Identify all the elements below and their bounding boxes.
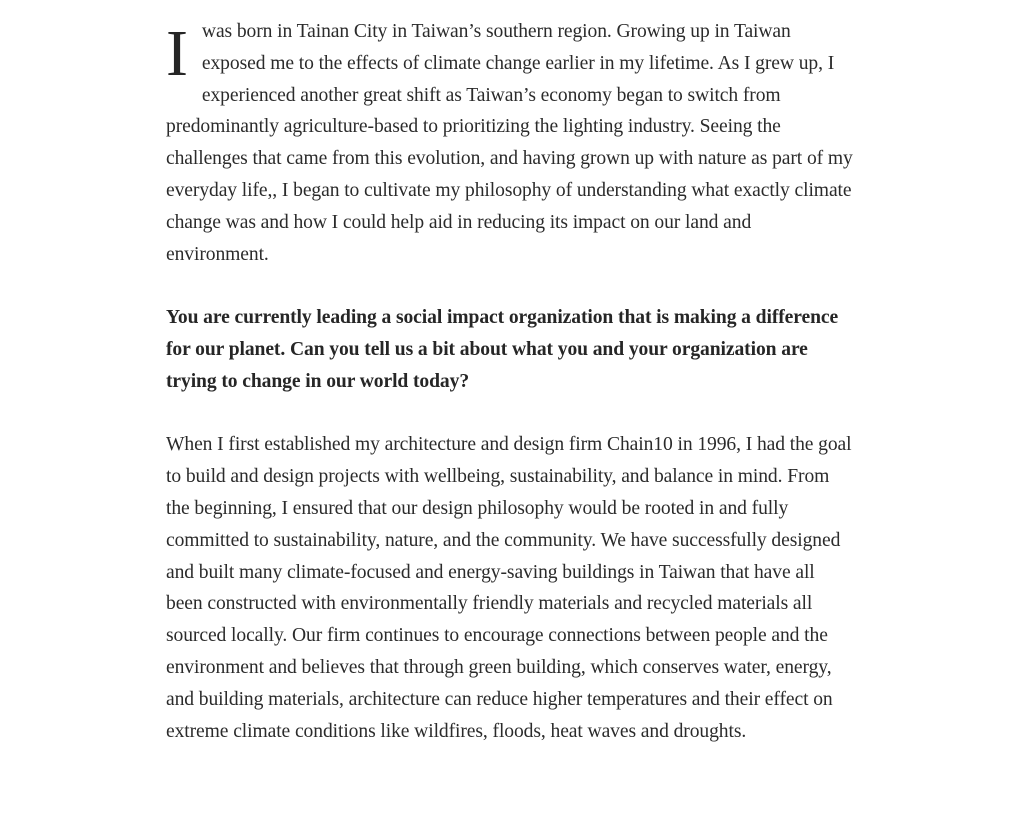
interview-answer: When I first established my architecture and design firm Chain10 in 1996, I had the goal to build and design projects with wellbeing, sustainability, and balance in mind. From the beginning, I ensured that our design philosophy would be rooted in and fully committed to sustainability, nature, and the community. We have successfully designed and built many climate-focused and energy-saving buildings in Taiwan that have all been constructed with environmentally friendly materials and recycled materials all sourced locally. Our firm continues to encourage connections between people and the environment and believes that through green building, which conserves water, energy, and building materials, architecture can reduce higher temperatures and their effect on extreme climate conditions like wildfires, floods, heat waves and droughts. (166, 434, 852, 742)
article-body (166, 16, 856, 779)
intro-text: was born in Tainan City in Taiwan’s southern region. Growing up in Taiwan exposed me to the effects of climate change earlier in my lifetime. As I grew up, I experienced another great shift as Taiwan’s economy began to switch from predominantly agriculture-based to prioritizing the lighting industry. Seeing the challenges that came from this evolution, and having grown up with nature as part of my everyday life,, I began to cultivate my philosophy of understanding what exactly climate change was and how I could help aid in reducing its impact on our land and environment. (166, 21, 853, 265)
drop-cap: I (166, 17, 188, 90)
interview-question: You are currently leading a social impact organization that is making a difference for our planet. Can you tell us a bit about what you and your organization are trying to change in our world today? (166, 307, 839, 392)
intro-paragraph (166, 16, 856, 270)
